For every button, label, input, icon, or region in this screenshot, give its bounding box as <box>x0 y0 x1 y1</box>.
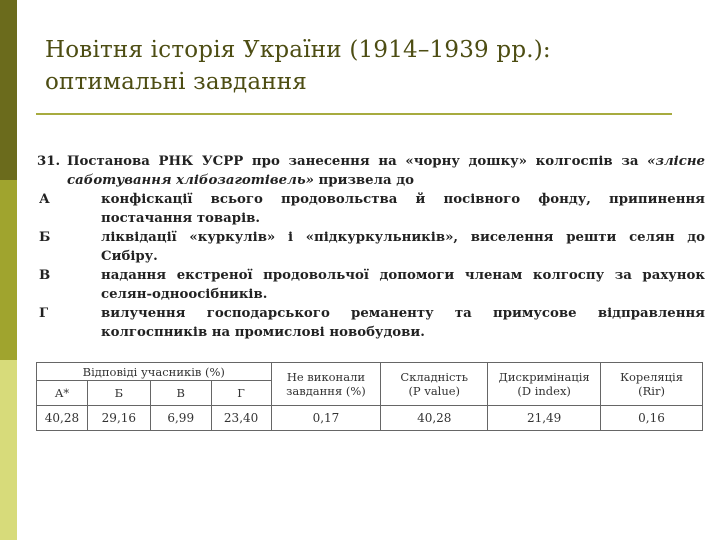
table-header-row <box>37 363 703 381</box>
statistics-table <box>36 362 703 431</box>
response-letter-a: А* <box>37 381 88 406</box>
failed-value: 0,17 <box>271 406 381 431</box>
column-header-discrimination <box>488 363 601 406</box>
option-text: конфіскації всього продовольства й посівного фонду, припинення постачання товарів. <box>101 192 705 226</box>
answer-option-h <box>37 304 705 342</box>
option-text: ліквідації «куркулів» і «підкуркульників», виселення решти селян до Сибіру. <box>101 230 705 264</box>
response-value-v: 6,99 <box>150 406 211 431</box>
header-line: Не виконали <box>286 370 366 384</box>
sidebar-stripe-light <box>0 360 17 540</box>
column-header-difficulty <box>381 363 488 406</box>
header-line: (D index) <box>517 384 571 398</box>
discrimination-value: 21,49 <box>488 406 601 431</box>
answer-option-b <box>37 228 705 266</box>
response-value-h: 23,40 <box>211 406 271 431</box>
response-letter-b: Б <box>87 381 150 406</box>
correlation-value: 0,16 <box>601 406 703 431</box>
title-divider <box>36 113 672 115</box>
option-text: надання екстреної продовольчої допомоги членам колгоспу за рахунок селян-одноосібників. <box>101 268 705 302</box>
question-intro-part2: призвела до <box>313 173 414 188</box>
question-intro-part1: Постанова РНК УСРР про занесення на «чорну дошку» колгоспів за <box>67 154 648 169</box>
sidebar-stripe-mid <box>0 180 17 360</box>
option-letter: Г <box>39 306 49 321</box>
title-line-2: оптимальні завдання <box>45 69 308 95</box>
option-text: вилучення господарського реманенту та примусове відправлення колгоспників на промислові новобудови. <box>101 306 705 340</box>
column-header-failed <box>271 363 381 406</box>
answer-option-a <box>37 190 705 228</box>
response-value-b: 29,16 <box>87 406 150 431</box>
column-header-correlation <box>601 363 703 406</box>
response-value-a: 40,28 <box>37 406 88 431</box>
option-letter: В <box>39 268 51 283</box>
difficulty-value: 40,28 <box>381 406 488 431</box>
question-number: 31. <box>37 154 61 169</box>
answer-option-v <box>37 266 705 304</box>
question-intro-italic: «злісне саботування хлібозаготівель» <box>67 154 705 188</box>
slide-title <box>45 34 551 98</box>
header-line: (Rir) <box>638 384 665 398</box>
response-letter-h: Г <box>211 381 271 406</box>
table-row <box>37 406 703 431</box>
option-letter: А <box>39 192 50 207</box>
response-letter-v: В <box>150 381 211 406</box>
header-line: Кореляція <box>620 370 683 384</box>
header-line: завдання (%) <box>286 384 366 398</box>
question-stem <box>37 152 705 190</box>
header-line: Складність <box>400 370 469 384</box>
option-letter: Б <box>39 230 51 245</box>
title-line-1: Новітня історія України (1914–1939 рр.): <box>45 37 551 63</box>
question-text <box>67 152 705 190</box>
responses-header: Відповіді учасників (%) <box>37 363 272 381</box>
question-block <box>37 152 705 342</box>
header-line: Дискримінація <box>498 370 590 384</box>
header-line: (P value) <box>408 384 461 398</box>
